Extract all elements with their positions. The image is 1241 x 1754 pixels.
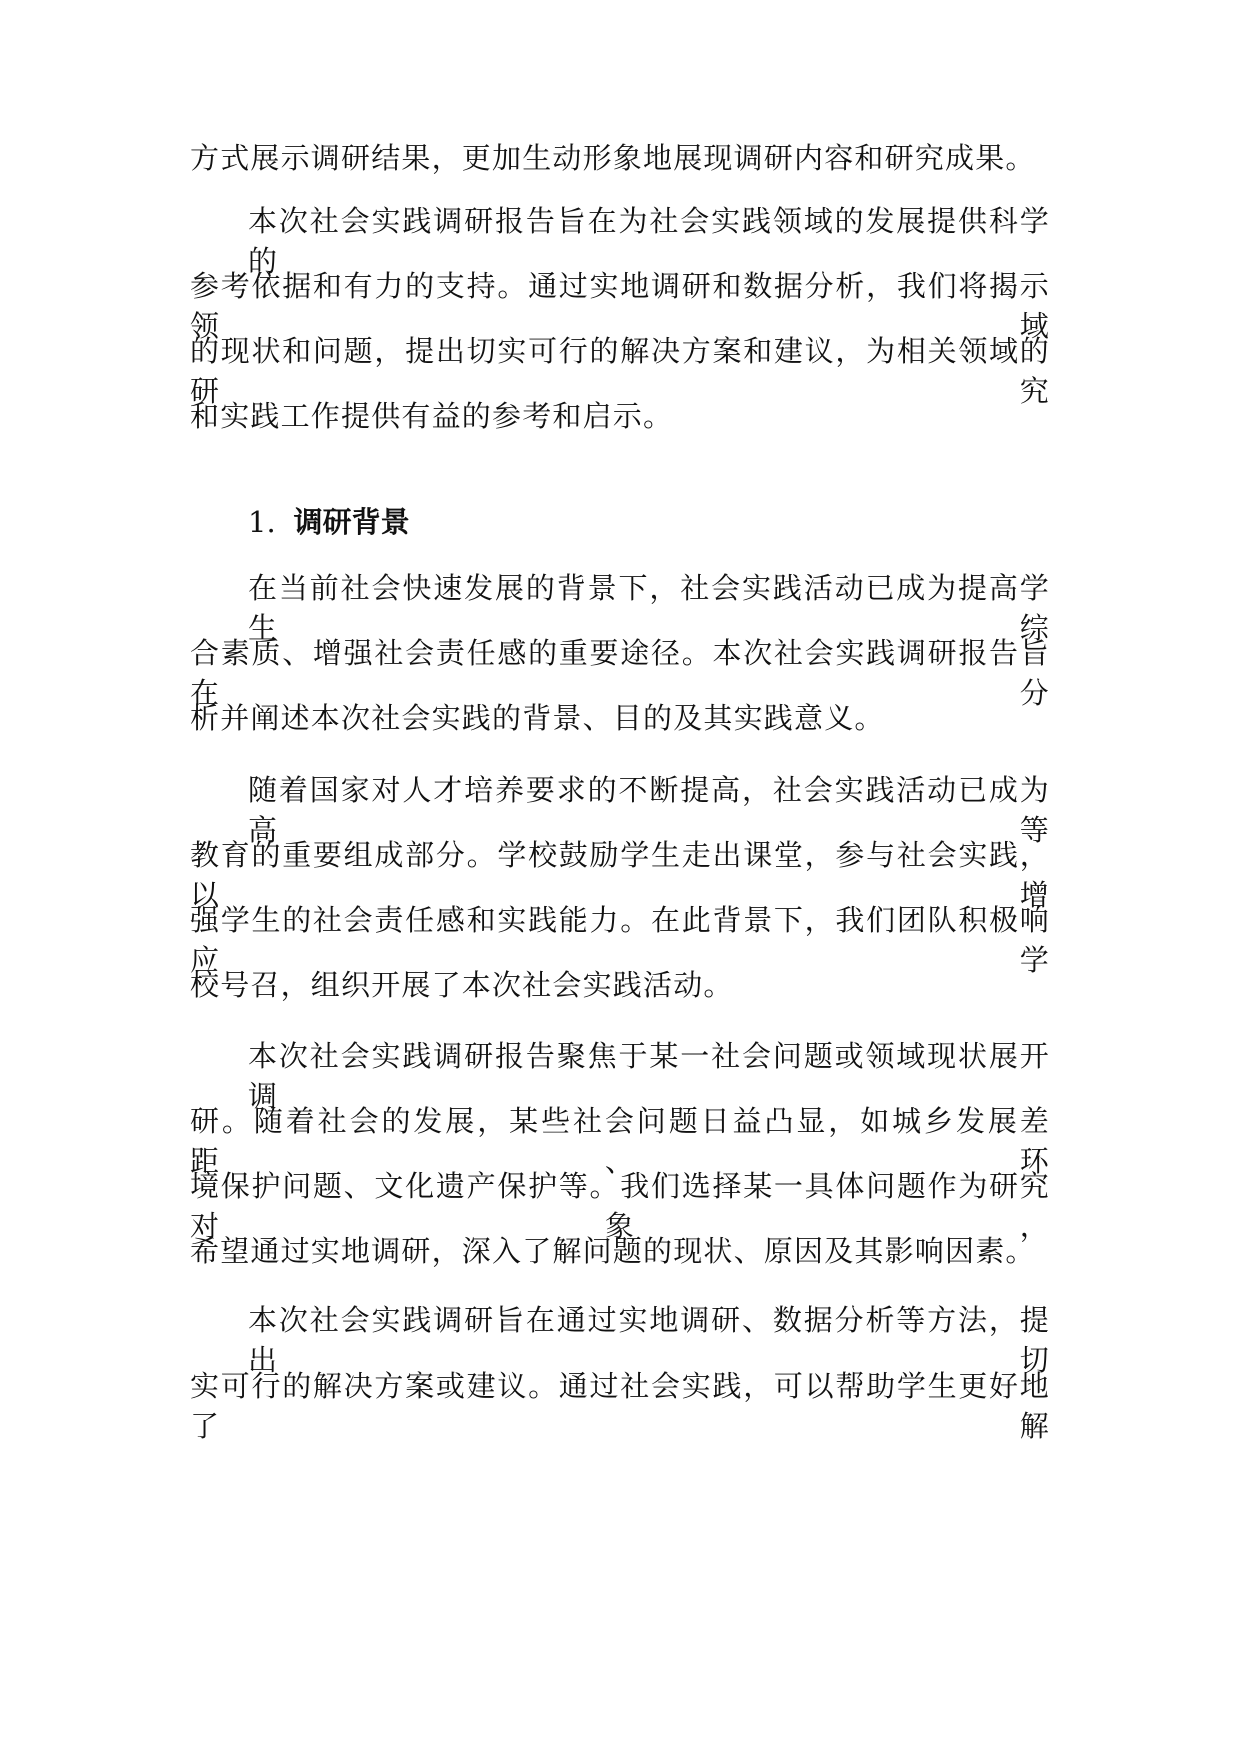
section-title: 调研背景 — [293, 505, 410, 539]
paragraph-line: 境保护问题、文化遗产保护等。我们选择某一具体问题作为研究对象， — [190, 1169, 1050, 1243]
paragraph-line: 教育的重要组成部分。学校鼓励学生走出课堂，参与社会实践，以增 — [190, 838, 1050, 912]
paragraph-line: 的现状和问题，提出切实可行的解决方案和建议，为相关领域的研究 — [190, 334, 1050, 408]
paragraph-line: 实可行的解决方案或建议。通过社会实践，可以帮助学生更好地了解 — [190, 1369, 1050, 1443]
paragraph-line: 本次社会实践调研旨在通过实地调研、数据分析等方法，提出切 — [248, 1303, 1050, 1377]
paragraph-line: 本次社会实践调研报告旨在为社会实践领域的发展提供科学的 — [248, 204, 1050, 278]
paragraph-line: 方式展示调研结果，更加生动形象地展现调研内容和研究成果。 — [190, 141, 1036, 175]
paragraph-line: 强学生的社会责任感和实践能力。在此背景下，我们团队积极响应学 — [190, 903, 1050, 977]
paragraph-line: 希望通过实地调研，深入了解问题的现状、原因及其影响因素。 — [190, 1234, 1036, 1268]
paragraph-line: 参考依据和有力的支持。通过实地调研和数据分析，我们将揭示领域 — [190, 269, 1050, 343]
section-number: 1. — [248, 505, 276, 539]
paragraph-line: 在当前社会快速发展的背景下，社会实践活动已成为提高学生综 — [248, 571, 1050, 645]
paragraph-line: 析并阐述本次社会实践的背景、目的及其实践意义。 — [190, 701, 885, 735]
paragraph-line: 校号召，组织开展了本次社会实践活动。 — [190, 968, 734, 1002]
paragraph-line: 研。随着社会的发展，某些社会问题日益凸显，如城乡发展差距、环 — [190, 1104, 1050, 1178]
paragraph-line: 随着国家对人才培养要求的不断提高，社会实践活动已成为高等 — [248, 773, 1050, 847]
section-heading — [248, 502, 410, 542]
paragraph-line: 本次社会实践调研报告聚焦于某一社会问题或领域现状展开调 — [248, 1039, 1050, 1113]
paragraph-line: 合素质、增强社会责任感的重要途径。本次社会实践调研报告旨在分 — [190, 636, 1050, 710]
paragraph-line: 和实践工作提供有益的参考和启示。 — [190, 399, 674, 433]
